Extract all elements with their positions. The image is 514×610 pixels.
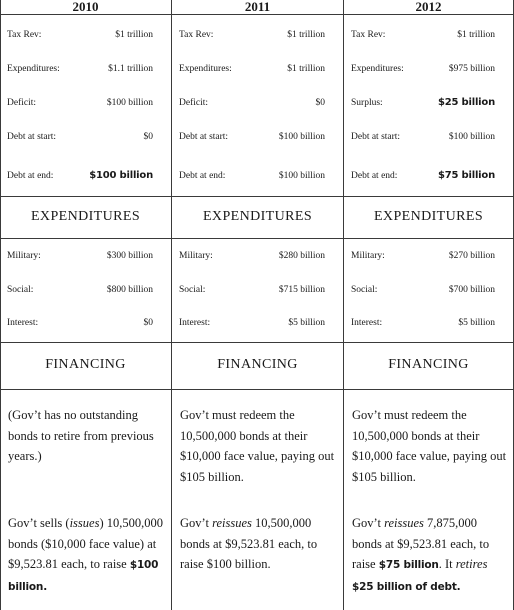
row-divider (0, 238, 514, 239)
budget-row (7, 131, 153, 145)
emphasis-text: retires (455, 557, 488, 571)
column-divider (343, 0, 344, 610)
expenditures-section-title: EXPENDITURES (373, 209, 484, 224)
budget-row (351, 63, 495, 77)
budget-label: Debt at start: (179, 132, 229, 142)
budget-row (351, 29, 495, 43)
expenditures-row (351, 284, 495, 298)
expenditures-label: Interest: (351, 318, 383, 328)
expenditures-value: $280 billion (278, 251, 325, 261)
emphasis-text: issues (69, 516, 100, 530)
budget-label: Debt at start: (351, 132, 401, 142)
expenditures-label: Military: (179, 251, 213, 261)
budget-row (7, 29, 153, 43)
expenditures-value: $300 billion (106, 251, 153, 261)
row-divider (0, 14, 514, 15)
expenditures-row (179, 284, 325, 298)
budget-value: $1 trillion (287, 64, 325, 74)
budget-label: Tax Rev: (7, 30, 42, 40)
budget-row (179, 29, 325, 43)
budget-row (351, 170, 495, 184)
expenditures-label: Interest: (179, 318, 211, 328)
budget-row (7, 170, 153, 184)
budget-value: $1 trillion (287, 30, 325, 40)
expenditures-row (351, 250, 495, 264)
expenditures-label: Military: (351, 251, 385, 261)
text-run: ) 10,500,000 bonds ($10,000 face value) at $9,523.81 each, to raise (8, 516, 163, 571)
expenditures-value: $5 billion (288, 318, 325, 328)
text-run: . It (438, 557, 456, 571)
budget-row (179, 170, 325, 184)
budget-row (179, 63, 325, 77)
text-run: 7,875,000 bonds at $9,523.81 each, to raise (352, 516, 490, 571)
financing-bottom-text (8, 513, 165, 597)
expenditures-value: $715 billion (278, 285, 325, 295)
financing-top-text (8, 405, 165, 467)
budget-value: $100 billion (89, 170, 153, 181)
budget-value: $75 billion (437, 170, 495, 181)
financing-section-title: FINANCING (388, 357, 469, 372)
financing-bottom-text (352, 513, 507, 597)
budget-value: $100 billion (106, 98, 153, 108)
year-header: 2010 (72, 0, 99, 14)
budget-label: Deficit: (7, 98, 37, 108)
column-divider (171, 0, 172, 610)
budget-row (179, 131, 325, 145)
budget-label: Expenditures: (7, 64, 60, 74)
financing-top-text (352, 405, 507, 487)
budget-value: $1 trillion (457, 30, 495, 40)
expenditures-row (351, 317, 495, 331)
text-run: Gov’t must redeem the 10,500,000 bonds at their $10,000 face value, paying out $105 billion. (352, 408, 507, 484)
budget-label: Surplus: (351, 98, 383, 108)
financing-top-text (180, 405, 337, 487)
budget-label: Tax Rev: (179, 30, 214, 40)
budget-row (7, 63, 153, 77)
budget-value: $100 billion (278, 171, 325, 181)
column-divider (0, 0, 1, 610)
expenditures-label: Interest: (7, 318, 39, 328)
expenditures-row (7, 250, 153, 264)
budget-label: Deficit: (179, 98, 209, 108)
row-divider (0, 196, 514, 197)
expenditures-row (7, 317, 153, 331)
expenditures-value: $270 billion (448, 251, 495, 261)
expenditures-row (179, 317, 325, 331)
budget-row (351, 97, 495, 111)
expenditures-value: $800 billion (106, 285, 153, 295)
budget-value: $0 (315, 98, 325, 108)
expenditures-section-title: EXPENDITURES (202, 209, 313, 224)
year-header: 2012 (415, 0, 442, 14)
budget-label: Tax Rev: (351, 30, 386, 40)
year-header: 2011 (244, 0, 271, 14)
budget-label: Debt at end: (7, 171, 54, 181)
budget-value: $25 billion (437, 97, 495, 108)
expenditures-label: Social: (179, 285, 206, 295)
financing-section-title: FINANCING (217, 357, 298, 372)
text-run: Gov’t (180, 516, 213, 530)
text-run: Gov’t sells ( (8, 516, 70, 530)
budget-row (7, 97, 153, 111)
expenditures-value: $5 billion (458, 318, 495, 328)
budget-row (351, 131, 495, 145)
row-divider (0, 389, 514, 390)
budget-label: Debt at end: (179, 171, 226, 181)
expenditures-label: Social: (351, 285, 378, 295)
budget-value: $975 billion (448, 64, 495, 74)
budget-row (179, 97, 325, 111)
expenditures-label: Social: (7, 285, 34, 295)
budget-value: $1 trillion (115, 30, 153, 40)
budget-value: $100 billion (448, 132, 495, 142)
text-run: (Gov’t has no outstanding bonds to retire from previous years.) (8, 408, 154, 463)
expenditures-section-title: EXPENDITURES (30, 209, 141, 224)
budget-label: Debt at end: (351, 171, 398, 181)
expenditures-row (7, 284, 153, 298)
row-divider (0, 342, 514, 343)
expenditures-value: $700 billion (448, 285, 495, 295)
financing-section-title: FINANCING (45, 357, 126, 372)
budget-value: $1.1 trillion (108, 64, 153, 74)
text-run: Gov’t must redeem the 10,500,000 bonds at their $10,000 face value, paying out $105 billion. (180, 408, 335, 484)
financing-bottom-text (180, 513, 337, 575)
budget-value: $100 billion (278, 132, 325, 142)
budget-value: $0 (143, 132, 153, 142)
bold-text: $75 billion (378, 559, 439, 571)
expenditures-label: Military: (7, 251, 41, 261)
emphasis-text: reissues (384, 516, 424, 530)
budget-label: Expenditures: (351, 64, 404, 74)
budget-label: Expenditures: (179, 64, 232, 74)
expenditures-row (179, 250, 325, 264)
text-run: 10,500,000 bonds at $9,523.81 each, to raise $100 billion. (180, 516, 318, 571)
bold-text: $100 billion. (8, 559, 159, 593)
emphasis-text: reissues (212, 516, 252, 530)
bold-text: $25 billion of debt. (352, 580, 461, 593)
text-run: Gov’t (352, 516, 385, 530)
budget-label: Debt at start: (7, 132, 57, 142)
expenditures-value: $0 (143, 318, 153, 328)
